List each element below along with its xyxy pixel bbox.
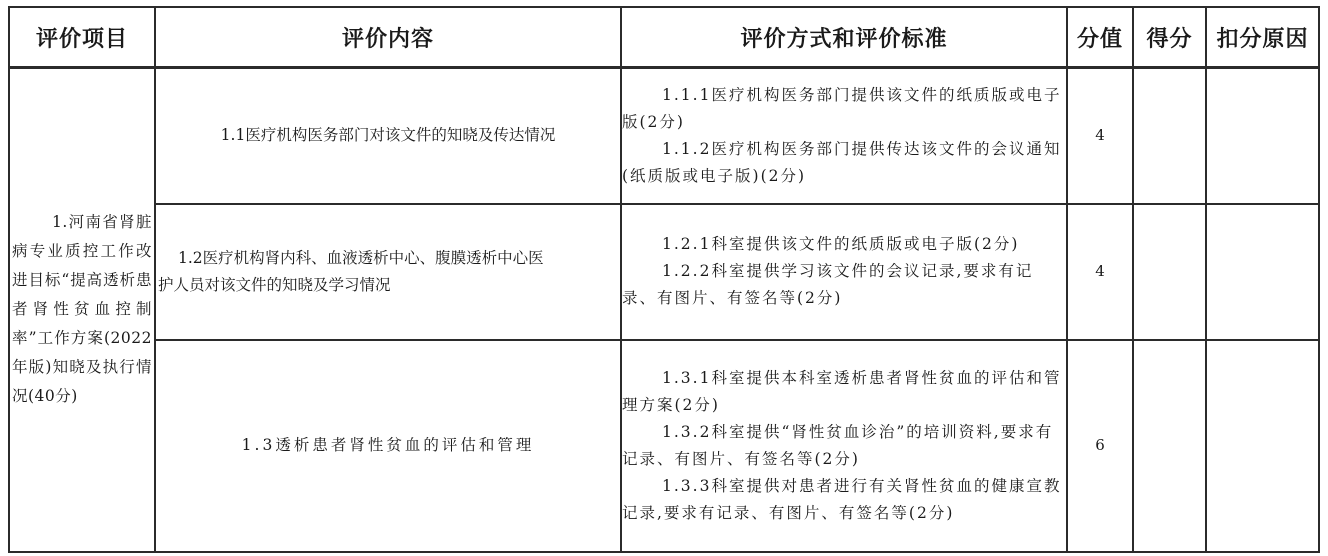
evaluation-table xyxy=(8,6,1320,553)
score-cell-1: 4 xyxy=(1067,68,1133,204)
header-item: 评价项目 xyxy=(9,7,155,68)
evaluation-item-cell xyxy=(9,68,155,552)
got-cell-2[interactable] xyxy=(1133,204,1206,340)
score-cell-2: 4 xyxy=(1067,204,1133,340)
method-text-3-1: 1.3.1科室提供本科室透析患者肾性贫血的评估和管理方案(2分) xyxy=(622,368,1062,414)
reason-cell-3[interactable] xyxy=(1206,340,1319,552)
method-text-2-2: 1.2.2科室提供学习该文件的会议记录,要求有记录、有图片、有签名等(2分) xyxy=(622,262,1034,307)
header-method: 评价方式和评价标准 xyxy=(621,7,1067,68)
method-text-1-2: 1.1.2医疗机构医务部门提供传达该文件的会议通知(纸质版或电子版)(2分) xyxy=(622,139,1062,185)
content-text-1: 1.1医疗机构医务部门对该文件的知晓及传达情况 xyxy=(220,126,556,145)
method-text-2-1: 1.2.1科室提供该文件的纸质版或电子版(2分) xyxy=(662,235,1020,253)
method-cell-1 xyxy=(621,68,1067,204)
header-content: 评价内容 xyxy=(155,7,621,68)
content-text-3: 1.3透析患者肾性贫血的评估和管理 xyxy=(241,436,535,454)
evaluation-sheet xyxy=(8,6,1318,550)
reason-cell-2[interactable] xyxy=(1206,204,1319,340)
score-cell-3: 6 xyxy=(1067,340,1133,552)
method-text-1-1: 1.1.1医疗机构医务部门提供该文件的纸质版或电子版(2分) xyxy=(622,85,1062,131)
evaluation-item-text: 1.河南省肾脏病专业质控工作改进目标“提高透析患者肾性贫血控制率”工作方案(2022年版)知晓及执行情况(40分) xyxy=(12,213,152,406)
header-got: 得分 xyxy=(1133,7,1206,68)
method-cell-2 xyxy=(621,204,1067,340)
content-text-2-line1: 1.2医疗机构肾内科、血液透析中心、腹膜透析中心医 xyxy=(178,248,544,267)
content-cell-3 xyxy=(155,340,621,552)
got-cell-1[interactable] xyxy=(1133,68,1206,204)
method-text-3-3: 1.3.3科室提供对患者进行有关肾性贫血的健康宣教记录,要求有记录、有图片、有签名等(2分) xyxy=(622,476,1062,522)
got-cell-3[interactable] xyxy=(1133,340,1206,552)
header-reason: 扣分原因 xyxy=(1206,7,1319,68)
method-text-3-2: 1.3.2科室提供“肾性贫血诊治”的培训资料,要求有记录、有图片、有签名等(2分) xyxy=(622,422,1054,468)
table-row xyxy=(9,68,1319,204)
content-cell-2 xyxy=(155,204,621,340)
reason-cell-1[interactable] xyxy=(1206,68,1319,204)
method-cell-3 xyxy=(621,340,1067,552)
table-row xyxy=(9,204,1319,340)
content-cell-1 xyxy=(155,68,621,204)
table-header-row xyxy=(9,7,1319,68)
table-row xyxy=(9,340,1319,552)
header-score: 分值 xyxy=(1067,7,1133,68)
content-text-2-line2: 护人员对该文件的知晓及学习情况 xyxy=(158,275,391,294)
